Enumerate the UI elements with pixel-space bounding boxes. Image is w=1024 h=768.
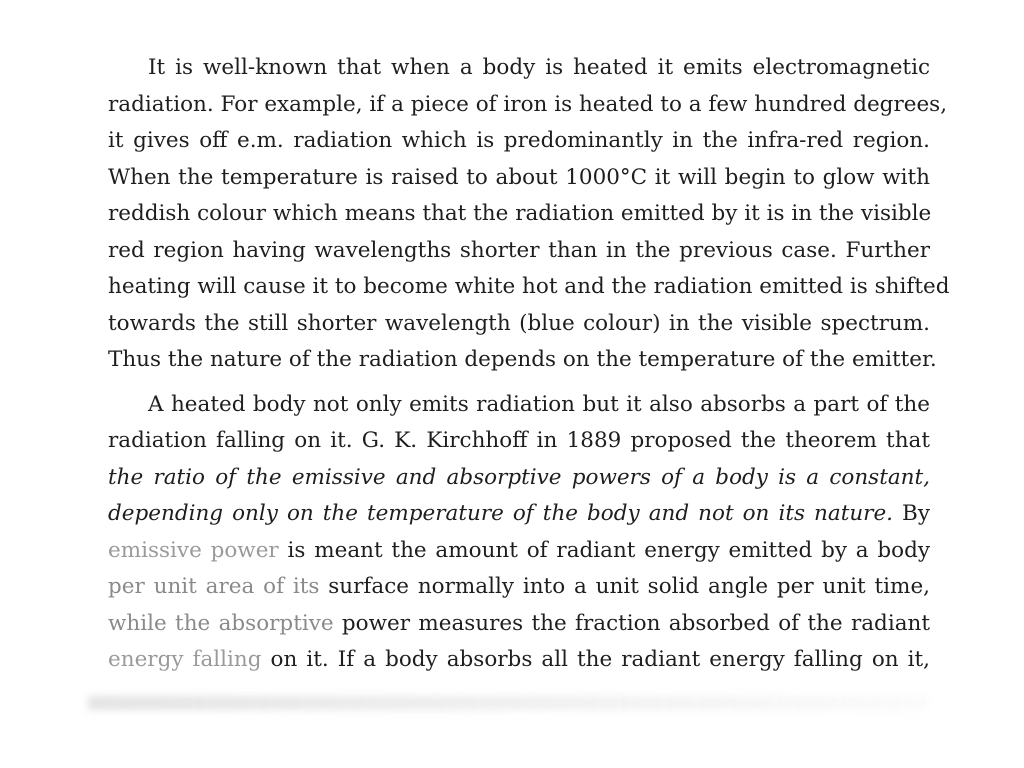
paragraph-2-line-7 xyxy=(108,606,930,643)
paragraph-2-line-4 xyxy=(108,496,930,533)
paragraph-1-line-3: it gives off e.m. radiation which is predominantly in the infra-red region. xyxy=(108,128,930,153)
faded-text-7: while the absorptive xyxy=(108,610,334,636)
paragraph-1-line-7: heating will cause it to become white hot and the radiation emitted is shifted xyxy=(108,274,950,299)
line-8-rest: on it. If a body absorbs all the radiant energy falling on it, xyxy=(261,647,930,672)
line-4-tail: By xyxy=(893,501,930,526)
paragraph-1-line-8: towards the still shorter wavelength (blue colour) in the visible spectrum. xyxy=(108,310,930,336)
paragraph-2-line-3 xyxy=(108,460,930,497)
paragraph-2-line-2: radiation falling on it. G. K. Kirchhoff in 1889 proposed the theorem that xyxy=(108,428,930,453)
faded-text-8: energy falling xyxy=(108,647,262,672)
faded-text-6: per unit area of its xyxy=(108,574,320,599)
paragraph-1-line-2: radiation. For example, if a piece of iron is heated to a few hundred degrees, xyxy=(108,91,948,117)
paragraph-2-line-5 xyxy=(108,533,930,570)
paragraph-1-line-1: It is well-known that when a body is heated it emits electromagnetic xyxy=(148,55,930,80)
paragraph-1 xyxy=(108,50,950,379)
paragraph-2 xyxy=(108,387,930,679)
line-6-rest: surface normally into a unit solid angle per unit time, xyxy=(319,574,930,599)
blurred-partial-line xyxy=(88,696,928,710)
line-7-rest: power measures the fraction absorbed of the radiant xyxy=(333,610,930,636)
paragraph-2-line-8 xyxy=(108,642,930,679)
paragraph-gap xyxy=(108,379,930,387)
line-5-rest: is meant the amount of radiant energy emitted by a body xyxy=(278,537,931,563)
theorem-italic-1: the ratio of the emissive and absorptive powers of a body is a constant, xyxy=(108,464,930,490)
paragraph-2-line-6 xyxy=(108,569,930,606)
text-block xyxy=(108,50,950,679)
paragraph-1-line-5: reddish colour which means that the radiation emitted by it is in the visible xyxy=(108,201,932,226)
paragraph-1-line-4: When the temperature is raised to about 1000°C it will begin to glow with xyxy=(108,164,930,190)
paragraph-1-line-6: red region having wavelengths shorter than in the previous case. Further xyxy=(108,237,930,263)
theorem-italic-2: depending only on the temperature of the body and not on its nature. xyxy=(108,501,894,526)
paragraph-1-line-9: Thus the nature of the radiation depends on the temperature of the emitter. xyxy=(108,347,937,372)
paragraph-2-line-1: A heated body not only emits radiation but it also absorbs a part of the xyxy=(148,391,930,417)
faded-text-5: emissive power xyxy=(108,537,279,563)
